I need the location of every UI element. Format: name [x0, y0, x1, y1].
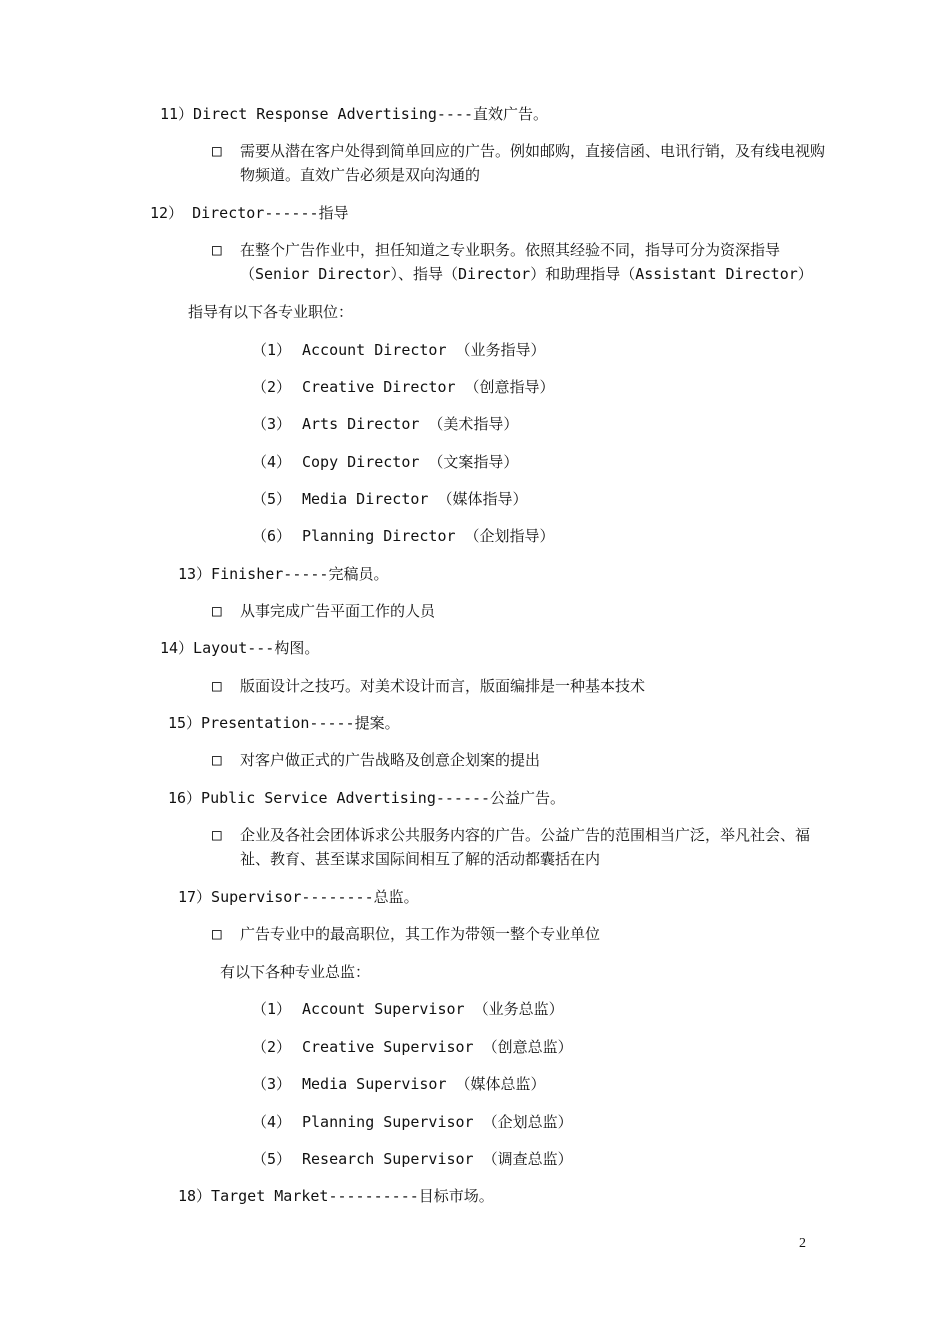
list-number: （1） — [252, 1000, 292, 1018]
list-item — [252, 1037, 573, 1057]
list-item — [252, 999, 564, 1019]
list-text: Account Director （业务指导） — [302, 341, 546, 359]
checkbox-icon: □ — [212, 676, 222, 695]
list-item — [252, 1149, 573, 1169]
list-text: Creative Supervisor （创意总监） — [302, 1038, 573, 1056]
item-11-heading: 11）Direct Response Advertising----直效广告。 — [160, 105, 549, 123]
item-16-bullet — [212, 823, 830, 871]
item-11-bullet-text: 需要从潜在客户处得到简单回应的广告。例如邮购，直接信函、电讯行销，及有线电视购物频道。直效广告必须是双向沟通的 — [240, 142, 826, 184]
checkbox-icon: □ — [212, 141, 222, 160]
item-15-bullet — [212, 748, 830, 772]
list-text: Media Supervisor （媒体总监） — [302, 1075, 546, 1093]
list-number: （3） — [252, 415, 292, 433]
list-text: Research Supervisor （调查总监） — [302, 1150, 573, 1168]
list-number: （3） — [252, 1075, 292, 1093]
item-11-bullet — [212, 139, 830, 187]
list-number: （2） — [252, 1038, 292, 1056]
list-item — [252, 414, 518, 434]
item-17-bullet — [212, 922, 830, 946]
item-12-subheading: 指导有以下各专业职位： — [188, 303, 354, 321]
checkbox-icon: □ — [212, 825, 222, 844]
list-number: （5） — [252, 1150, 292, 1168]
list-number: （6） — [252, 527, 292, 545]
item-17-heading: 17）Supervisor--------总监。 — [178, 888, 419, 906]
item-13-bullet — [212, 599, 830, 623]
list-number: （2） — [252, 378, 292, 396]
list-item — [252, 1112, 573, 1132]
page-number: 2 — [799, 1236, 806, 1251]
checkbox-icon: □ — [212, 601, 222, 620]
list-item — [252, 489, 527, 509]
item-12-heading: 12） Director------指导 — [150, 204, 349, 222]
list-item — [252, 340, 546, 360]
list-number: （4） — [252, 453, 292, 471]
list-item — [252, 377, 555, 397]
checkbox-icon: □ — [212, 924, 222, 943]
list-item — [252, 452, 518, 472]
checkbox-icon: □ — [212, 240, 222, 259]
list-text: Account Supervisor （业务总监） — [302, 1000, 564, 1018]
item-17-bullet-text: 广告专业中的最高职位，其工作为带领一整个专业单位 — [240, 925, 601, 943]
checkbox-icon: □ — [212, 750, 222, 769]
list-text: Copy Director （文案指导） — [302, 453, 519, 471]
item-15-heading: 15）Presentation-----提案。 — [168, 714, 400, 732]
list-text: Creative Director （创意指导） — [302, 378, 555, 396]
item-14-bullet-text: 版面设计之技巧。对美术设计而言，版面编排是一种基本技术 — [240, 677, 646, 695]
list-text: Planning Director （企划指导） — [302, 527, 555, 545]
item-13-heading: 13）Finisher-----完稿员。 — [178, 565, 389, 583]
item-14-bullet — [212, 674, 830, 698]
list-text: Media Director （媒体指导） — [302, 490, 528, 508]
item-17-subheading: 有以下各种专业总监： — [220, 963, 371, 981]
item-16-bullet-text: 企业及各社会团体诉求公共服务内容的广告。公益广告的范围相当广泛，举凡社会、福祉、教育、甚至谋求国际间相互了解的活动都囊括在内 — [240, 826, 811, 868]
list-text: Arts Director （美术指导） — [302, 415, 519, 433]
item-16-heading: 16）Public Service Advertising------公益广告。 — [168, 789, 566, 807]
list-number: （5） — [252, 490, 292, 508]
item-14-heading: 14）Layout---构图。 — [160, 639, 320, 657]
list-text: Planning Supervisor （企划总监） — [302, 1113, 573, 1131]
list-number: （4） — [252, 1113, 292, 1131]
item-12-bullet — [212, 238, 830, 286]
item-18-heading: 18）Target Market----------目标市场。 — [178, 1187, 494, 1205]
item-12-bullet-text: 在整个广告作业中，担任知道之专业职务。依照其经验不同，指导可分为资深指导（Senior Director）、指导（Director）和助理指导（Assistant Director） — [240, 241, 813, 283]
item-15-bullet-text: 对客户做正式的广告战略及创意企划案的提出 — [240, 751, 541, 769]
list-item — [252, 1074, 546, 1094]
list-number: （1） — [252, 341, 292, 359]
list-item — [252, 526, 555, 546]
item-13-bullet-text: 从事完成广告平面工作的人员 — [240, 602, 436, 620]
